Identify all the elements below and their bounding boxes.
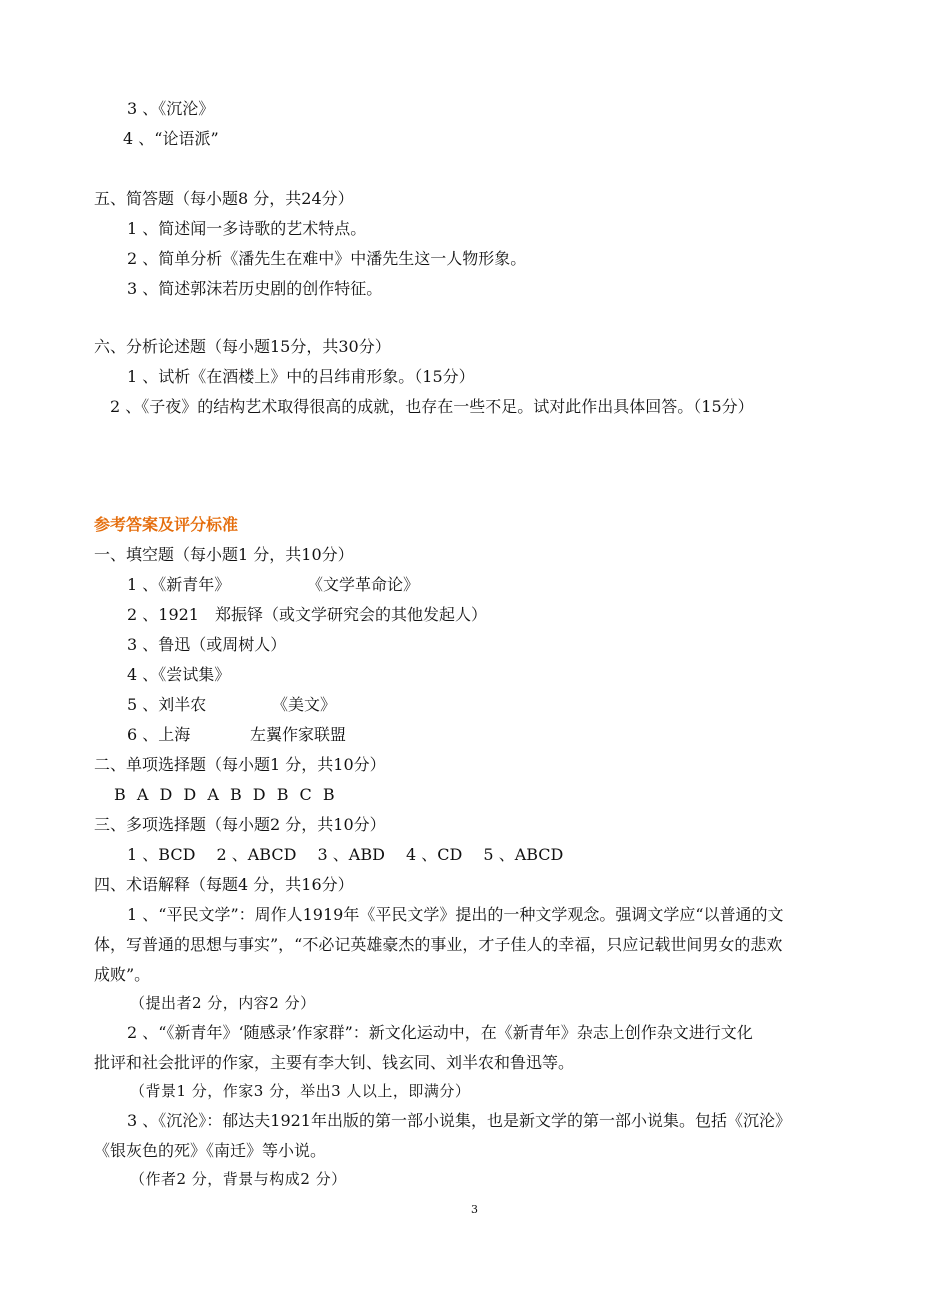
section-heading: 六、分析论述题（每小题15分，共30分） <box>94 337 391 356</box>
scoring-note: （背景1 分，作家3 分，举出3 人以上，即满分） <box>130 1082 471 1100</box>
question: 3 、简述郭沫若历史剧的创作特征。 <box>127 279 383 298</box>
answer: 3 、鲁迅（或周树人） <box>127 635 287 654</box>
answer: 成败”。 <box>94 965 151 984</box>
answer: 2 、“《新青年》‘随感录’作家群”：新文化运动中，在《新青年》杂志上创作杂文进行文化 <box>127 1023 753 1042</box>
answer: 批评和社会批评的作家，主要有李大钊、钱玄同、刘半农和鲁迅等。 <box>94 1053 575 1072</box>
answer: 1 、《新青年》 <box>127 575 231 594</box>
text-line: 3 、《沉沦》 <box>127 99 215 118</box>
answer: 4 、《尝试集》 <box>127 665 231 684</box>
answer-key-heading: 参考答案及评分标准 <box>94 515 239 534</box>
answer: 1 、“平民文学”：周作人1919年《平民文学》提出的一种文学观念。强调文学应“以普通的文 <box>127 905 784 924</box>
answer: 《文学革命论》 <box>307 575 420 594</box>
answer: 《美文》 <box>272 695 337 714</box>
answer: 3 、《沉沦》：郁达夫1921年出版的第一部小说集，也是新文学的第一部小说集。包括《沉沦》 <box>127 1111 791 1130</box>
section-heading: 四、术语解释（每题4 分，共16分） <box>94 875 354 894</box>
question: 2 、简单分析《潘先生在难中》中潘先生这一人物形象。 <box>127 249 527 268</box>
section-heading: 二、单项选择题（每小题1 分，共10分） <box>94 755 386 774</box>
answer: 《银灰色的死》《南迁》等小说。 <box>94 1141 327 1160</box>
answer: 体，写普通的思想与事实”，“不必记英雄豪杰的事业，才子佳人的幸福，只应记载世间男女的悲欢 <box>94 935 783 954</box>
question: 1 、简述闻一多诗歌的艺术特点。 <box>127 219 367 238</box>
section-heading: 一、填空题（每小题1 分，共10分） <box>94 545 354 564</box>
answer: 2 、1921 郑振铎（或文学研究会的其他发起人） <box>127 605 487 624</box>
page-number: 3 <box>471 1203 478 1216</box>
section-heading: 三、多项选择题（每小题2 分，共10分） <box>94 815 386 834</box>
answer: B A D D A B D B C B <box>114 785 335 804</box>
scoring-note: （作者2 分，背景与构成2 分） <box>130 1170 347 1188</box>
answer: 1 、BCD 2 、ABCD 3 、ABD 4 、CD 5 、ABCD <box>127 845 564 864</box>
question: 2 、《子夜》的结构艺术取得很高的成就，也存在一些不足。试对此作出具体回答。（15分） <box>110 397 754 416</box>
answer: 6 、上海 <box>127 725 191 744</box>
answer: 左翼作家联盟 <box>250 725 347 744</box>
answer: 5 、刘半农 <box>127 695 207 714</box>
text-line: 4 、“论语派” <box>123 129 219 148</box>
question: 1 、试析《在酒楼上》中的吕纬甫形象。（15分） <box>127 367 475 386</box>
section-heading: 五、简答题（每小题8 分，共24分） <box>94 189 354 208</box>
scoring-note: （提出者2 分，内容2 分） <box>130 994 316 1012</box>
